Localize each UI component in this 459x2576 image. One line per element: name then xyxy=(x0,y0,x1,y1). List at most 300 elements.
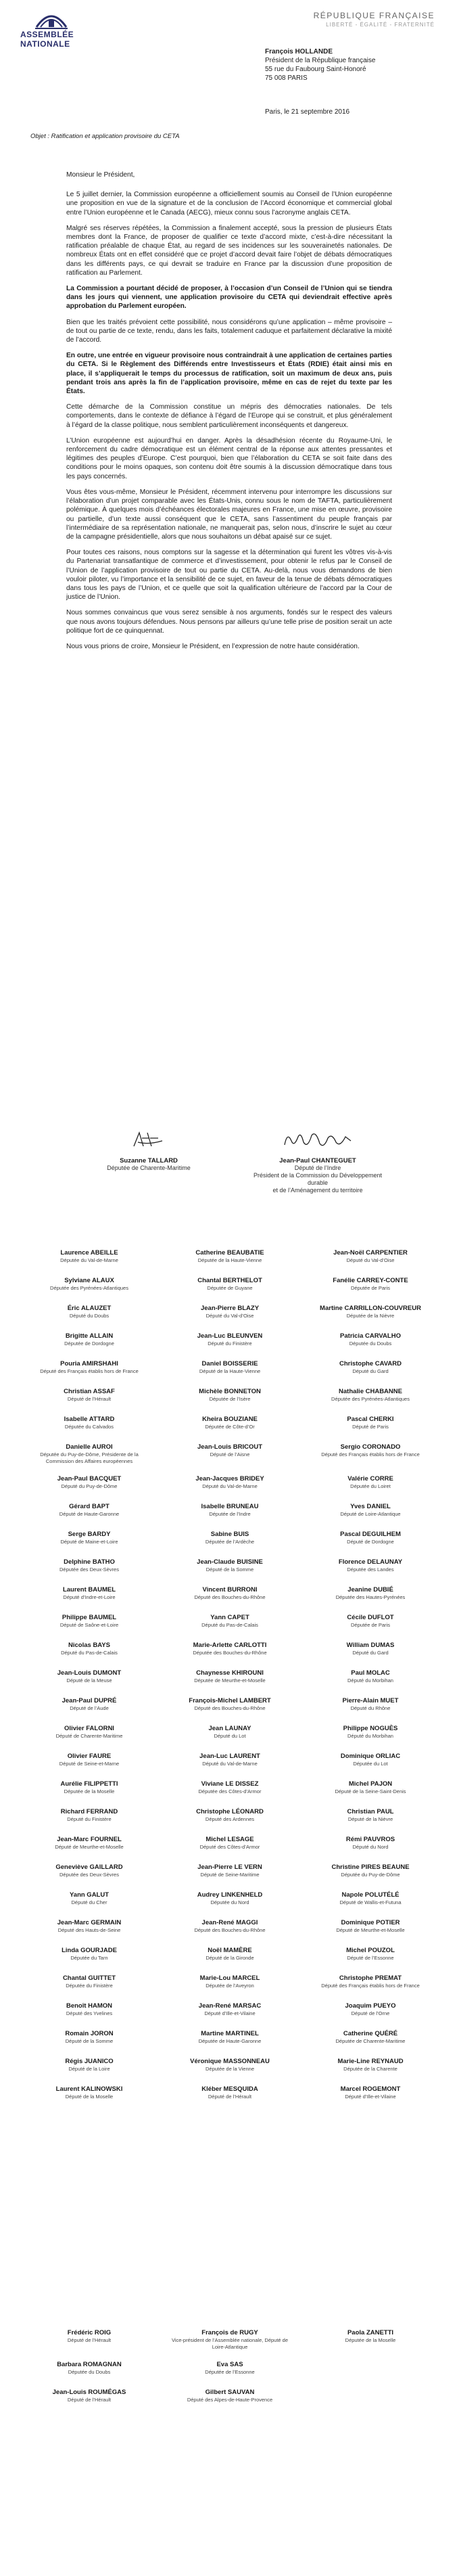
deputy-entry xyxy=(168,1725,292,1742)
deputy-constituency: Députée de Meurthe-et-Moselle xyxy=(194,1677,266,1684)
deputy-constituency: Député des Ardennes xyxy=(205,1816,255,1822)
signatory-right-name: Jean-Paul CHANTEGUET xyxy=(279,1157,356,1165)
deputy-name: Christophe CAVARD xyxy=(339,1360,402,1368)
recipient-line1: Président de la République française xyxy=(265,57,376,64)
deputy-entry xyxy=(168,1360,292,1378)
institution-name-line2: NATIONALE xyxy=(20,39,70,49)
deputy-entry xyxy=(308,1919,433,1937)
deputy-entry xyxy=(27,1919,151,1937)
paragraph-3: La Commission a pourtant décidé de proposer, à l’occasion d’un Conseil de l’Union qui se tiendra dans les jours qui viennent, une application provisoire du CETA qui deviendrait effective après approbation du Parlement européen. xyxy=(66,285,392,311)
deputy-name: Richard FERRAND xyxy=(60,1808,118,1815)
deputy-entry xyxy=(27,1836,151,1853)
deputy-name: Napole POLUTÉLÉ xyxy=(341,1891,400,1899)
deputy-constituency: Député de l’Aude xyxy=(70,1705,109,1711)
deputy-constituency: Député du Val-de-Marne xyxy=(202,1483,258,1489)
deputy-constituency: Députée de la Moselle xyxy=(345,2337,396,2343)
deputy-name: Philippe BAUMEL xyxy=(62,1614,117,1621)
deputy-entry xyxy=(168,1305,292,1322)
deputy-name: Yann GALUT xyxy=(69,1891,110,1899)
deputy-name: Martine CARRILLON-COUVREUR xyxy=(320,1305,421,1312)
paragraph-8: Vous êtes vous-même, Monsieur le Président, récemment intervenu pour interrompre les discussions sur l’élaboration d’un projet comparable avec les États-Unis, connu sous le nom de TAFTA, particulièrement polémique. À quelques mois d’échéances électorales majeures en France, une mise en œuvre, provisoire ou partielle, d’un texte aussi conséquent que le CETA, sans l’assentiment du peuple français par l’intermédiaire de sa représentation nationale, ne manquerait pas, selon nous, d’inscrire le sujet au cœur de la campagne présidentielle, alors que nous souhaitons un débat apaisé sur ce sujet. xyxy=(66,488,392,541)
deputy-entry xyxy=(308,2329,433,2351)
deputy-name: Michel LESAGE xyxy=(206,1836,254,1843)
deputy-name: Jean LAUNAY xyxy=(208,1725,251,1732)
deputy-constituency: Député de Haute-Garonne xyxy=(59,1511,120,1517)
deputy-entry xyxy=(27,1503,151,1520)
deputy-constituency: Député de la Somme xyxy=(65,2038,114,2044)
republic-title: RÉPUBLIQUE FRANÇAISE xyxy=(313,11,435,20)
deputy-name: Noël MAMÈRE xyxy=(208,1947,252,1954)
deputy-name: Michèle BONNETON xyxy=(199,1388,261,1395)
deputy-constituency: Député d’Indre-et-Loire xyxy=(63,1594,116,1600)
deputy-name: Christine PIRES BEAUNE xyxy=(331,1863,410,1871)
deputy-name: Brigitte ALLAIN xyxy=(65,1332,114,1340)
deputy-name: Nicolas BAYS xyxy=(68,1642,110,1649)
republic-header xyxy=(314,11,435,28)
deputy-entry xyxy=(308,1360,433,1378)
deputy-entry xyxy=(308,1531,433,1548)
deputy-name: Christophe PREMAT xyxy=(339,1974,402,1982)
deputy-entry xyxy=(27,1891,151,1909)
deputy-entry xyxy=(168,1388,292,1405)
deputy-name: Pierre-Alain MUET xyxy=(342,1697,399,1704)
deputy-entry xyxy=(27,1614,151,1631)
deputy-constituency: Député de l’Hérault xyxy=(67,2397,112,2403)
deputy-constituency: Député de l’Aisne xyxy=(210,1451,250,1458)
deputy-constituency: Député du Puy-de-Dôme xyxy=(61,1483,118,1489)
deputy-name: Éric ALAUZET xyxy=(67,1305,112,1312)
deputy-entry xyxy=(308,1503,433,1520)
deputy-name: Christophe LÉONARD xyxy=(196,1808,264,1815)
deputy-name: Chantal GUITTET xyxy=(62,1974,116,1982)
deputy-name: Sabine BUIS xyxy=(210,1531,249,1538)
deputies-list xyxy=(27,1249,433,2103)
deputy-constituency: Député de Charente-Maritime xyxy=(55,1733,123,1739)
deputy-constituency: Députée des Côtes-d’Armor xyxy=(198,1788,262,1794)
deputy-name: Joaquim PUEYO xyxy=(345,2002,396,2010)
deputy-constituency: Député du Finistère xyxy=(67,1816,112,1822)
letter-subject: Objet : Ratification et application provisoire du CETA xyxy=(30,133,180,140)
deputy-constituency: Députée des Hautes-Pyrénées xyxy=(335,1594,406,1600)
deputy-name: Daniel BOISSERIE xyxy=(201,1360,258,1368)
deputy-entry xyxy=(308,1443,433,1465)
paragraph-1: Le 5 juillet dernier, la Commission européenne a officiellement soumis au Conseil de l’Union européenne une proposition en vue de la signature et de la conclusion de l’Accord économique et commercial global entre l’Union européenne et le Canada (AECG), mieux connu sous l’acronyme anglais CETA. xyxy=(66,191,392,217)
deputy-constituency: Députée de la Moselle xyxy=(64,1788,115,1794)
deputy-entry xyxy=(168,1697,292,1715)
deputy-name: Jean-Louis BRICOUT xyxy=(197,1443,263,1451)
deputy-entry xyxy=(168,1416,292,1433)
paragraph-10: Nous sommes convaincus que vous serez sensible à nos arguments, fondés sur le respect des valeurs que nous avons toujours défendues. Nous pensons par ailleurs qu’une telle prise de position serait un acte politique fort de ce quinquennat. xyxy=(66,609,392,635)
deputy-entry xyxy=(27,2058,151,2075)
deputy-name: Kléber MESQUIDA xyxy=(201,2085,258,2093)
deputy-constituency: Député de l’Orne xyxy=(351,2010,390,2016)
deputy-name: Olivier FAURE xyxy=(67,1753,112,1760)
deputy-constituency: Député de la Haute-Vienne xyxy=(199,1368,261,1374)
deputy-entry xyxy=(308,1475,433,1493)
deputy-constituency: Député de la Meuse xyxy=(66,1677,112,1684)
deputy-name: Olivier FALORNI xyxy=(64,1725,114,1732)
deputy-name: Marie-Lou MARCEL xyxy=(199,1974,260,1982)
deputy-name: Jean-Luc LAURENT xyxy=(199,1753,260,1760)
deputy-entry xyxy=(308,2058,433,2075)
deputy-entry xyxy=(27,1808,151,1826)
deputy-constituency: Député du Val-d’Oise xyxy=(206,1313,254,1319)
deputy-name: Audrey LINKENHELD xyxy=(197,1891,263,1899)
deputy-constituency: Député des Français établis hors de France xyxy=(321,1451,420,1458)
deputy-entry xyxy=(308,1725,433,1742)
deputy-constituency: Député de l’Hérault xyxy=(208,2094,252,2100)
deputy-name: Frédéric ROIG xyxy=(67,2329,112,2336)
deputy-entry xyxy=(27,2361,151,2378)
deputy-constituency: Député de Saône-et-Loire xyxy=(59,1622,119,1628)
deputy-constituency: Député du Lot xyxy=(214,1733,246,1739)
deputy-constituency: Députée du Val-de-Marne xyxy=(60,1257,118,1263)
deputy-entry xyxy=(308,1891,433,1909)
deputy-constituency: Députée du Doubs xyxy=(68,2369,111,2375)
deputy-constituency: Député de la Seine-Saint-Denis xyxy=(335,1788,406,1794)
deputy-constituency: Député des Yvelines xyxy=(66,2010,113,2016)
deputies-list-continued xyxy=(27,2329,433,2406)
deputy-constituency: Député de la Loire xyxy=(68,2066,110,2072)
deputy-entry xyxy=(27,1558,151,1576)
deputy-entry xyxy=(168,2002,292,2020)
deputy-constituency: Député des Bouches-du-Rhône xyxy=(194,1705,266,1711)
deputy-name: Jean-Marc FOURNEL xyxy=(57,1836,122,1843)
deputy-constituency: Député de Meurthe-et-Moselle xyxy=(55,1844,124,1850)
deputy-name: Dominique POTIER xyxy=(341,1919,400,1926)
deputy-constituency: Députée de Guyane xyxy=(207,1285,253,1291)
deputy-constituency: Député des Hauts-de-Seine xyxy=(57,1927,121,1933)
deputy-name: Laurence ABEILLE xyxy=(60,1249,118,1257)
deputy-name: Patricia CARVALHO xyxy=(340,1332,401,1340)
deputy-entry xyxy=(168,1586,292,1604)
deputy-name: Serge BARDY xyxy=(68,1531,111,1538)
deputy-name: Jean-Claude BUISINE xyxy=(197,1558,263,1566)
deputy-entry xyxy=(168,1503,292,1520)
deputy-entry xyxy=(168,2329,292,2351)
deputy-entry xyxy=(27,1416,151,1433)
deputy-constituency: Député des Bouches-du-Rhône xyxy=(194,1594,266,1600)
deputy-constituency: Députée de Dordogne xyxy=(64,1340,114,1347)
deputy-constituency: Député de l’Essonne xyxy=(347,1955,394,1961)
deputy-name: Marcel ROGEMONT xyxy=(340,2085,401,2093)
deputy-name: Romain JORON xyxy=(65,2030,114,2037)
deputy-constituency: Député de Meurthe-et-Moselle xyxy=(336,1927,405,1933)
deputy-name: Marie-Arlette CARLOTTI xyxy=(193,1642,267,1649)
deputy-constituency: Député de Seine-Maritime xyxy=(200,1872,260,1878)
deputy-constituency: Députée des Deux-Sèvres xyxy=(59,1872,119,1878)
deputy-constituency: Député du Gard xyxy=(352,1368,389,1374)
deputy-entry xyxy=(168,1558,292,1576)
signatory-right-role1: Député de l’Indre xyxy=(294,1165,341,1171)
recipient-line3: 75 008 PARIS xyxy=(265,74,308,82)
deputy-entry xyxy=(308,1808,433,1826)
deputy-constituency: Député de Wallis-et-Futuna xyxy=(339,1899,402,1905)
deputy-constituency: Député du Gard xyxy=(352,1650,389,1656)
republic-motto: LIBERTÉ - ÉGALITÉ - FRATERNITÉ xyxy=(326,22,435,28)
deputy-constituency: Député du Finistère xyxy=(208,1340,252,1347)
deputy-entry xyxy=(308,1836,433,1853)
deputy-constituency: Député de Dordogne xyxy=(347,1539,394,1545)
deputy-constituency: Député du Rhône xyxy=(350,1705,391,1711)
deputy-constituency: Député du Val-de-Marne xyxy=(202,1761,258,1767)
deputy-constituency: Députée du Nord xyxy=(210,1899,249,1905)
deputy-entry xyxy=(27,2329,151,2351)
deputy-entry xyxy=(168,1947,292,1964)
deputy-entry xyxy=(27,1332,151,1350)
deputy-name: Laurent KALINOWSKI xyxy=(55,2085,123,2093)
deputy-constituency: Député du Doubs xyxy=(69,1313,110,1319)
deputy-constituency: Députée de l’Essonne xyxy=(205,2369,255,2375)
recipient-name: François HOLLANDE xyxy=(265,48,333,55)
deputy-constituency: Députée du Finistère xyxy=(66,1983,113,1989)
deputy-entry xyxy=(308,1277,433,1294)
deputy-entry xyxy=(168,1753,292,1770)
deputy-entry xyxy=(308,1697,433,1715)
deputy-name: Geneviève GAILLARD xyxy=(55,1863,123,1871)
deputy-constituency: Député du Pas-de-Calais xyxy=(61,1650,118,1656)
deputy-entry xyxy=(27,1586,151,1604)
deputy-entry xyxy=(168,1808,292,1826)
deputy-constituency: Député du Nord xyxy=(352,1844,389,1850)
deputy-entry xyxy=(308,1558,433,1576)
deputy-name: Jean-Louis ROUMÉGAS xyxy=(52,2389,126,2396)
deputy-entry xyxy=(168,1642,292,1659)
deputy-name: Jean-Marc GERMAIN xyxy=(57,1919,122,1926)
signatory-left-role: Députée de Charente-Maritime xyxy=(107,1165,191,1171)
deputy-name: Jean-Noël CARPENTIER xyxy=(333,1249,408,1257)
signature-left xyxy=(88,1129,210,1172)
paragraph-9: Pour toutes ces raisons, nous comptons sur la sagesse et la détermination qui furent les vôtres vis-à-vis du Partenariat transatlantique de commerce et d’investissement, pour obtenir le refus par le Conseil de l’Union de l’application provisoire de tout ou partie du CETA. Au-delà, nous vous demandons de bien vouloir piloter, vu l’importance et la sensibilité de ce sujet, en faveur de la tenue de débats démocratiques dans tous les pays de l’Union, et ce quelle que soit la qualification ultérieure de l’accord par la Cour de justice de l’Union. xyxy=(66,549,392,602)
deputy-name: Chantal BERTHELOT xyxy=(197,1277,262,1284)
deputy-entry xyxy=(308,1753,433,1770)
deputy-constituency: Députée du Puy-de-Dôme, Présidente de la Commission des Affaires européennes xyxy=(40,1451,139,1464)
deputy-entry xyxy=(27,1780,151,1798)
deputy-constituency: Députée de la Nièvre xyxy=(346,1313,395,1319)
deputy-name: Yves DANIEL xyxy=(350,1503,391,1510)
deputy-name: Viviane LE DISSEZ xyxy=(201,1780,259,1788)
deputy-entry xyxy=(308,1332,433,1350)
deputy-entry xyxy=(308,2030,433,2048)
deputy-entry xyxy=(27,1443,151,1465)
deputy-name: Catherine BEAUBATIE xyxy=(195,1249,264,1257)
deputy-entry xyxy=(308,1416,433,1433)
deputy-constituency: Députée des Bouches-du-Rhône xyxy=(193,1650,267,1656)
deputy-constituency: Députée de l’Isère xyxy=(209,1396,251,1402)
deputy-name: Linda GOURJADE xyxy=(62,1947,117,1954)
deputy-name: Isabelle ATTARD xyxy=(64,1416,115,1423)
deputy-name: Rémi PAUVROS xyxy=(345,1836,395,1843)
deputy-constituency: Député d’Ille-et-Vilaine xyxy=(204,2010,256,2016)
deputy-name: Jean-Louis DUMONT xyxy=(57,1669,122,1677)
deputy-entry xyxy=(308,2085,433,2103)
deputy-constituency: Député du Cher xyxy=(71,1899,107,1905)
deputy-name: Dominique ORLIAC xyxy=(340,1753,401,1760)
deputy-name: Nathalie CHABANNE xyxy=(339,1388,402,1395)
deputy-name: Isabelle BRUNEAU xyxy=(201,1503,259,1510)
deputy-name: Martine MARTINEL xyxy=(201,2030,259,2037)
deputy-name: Philippe NOGUÈS xyxy=(343,1725,398,1732)
deputy-constituency: Députée de Haute-Garonne xyxy=(198,2038,262,2044)
deputy-name: Benoît HAMON xyxy=(66,2002,113,2010)
deputy-name: Pouria AMIRSHAHI xyxy=(60,1360,118,1368)
deputy-entry xyxy=(27,1863,151,1881)
deputy-entry xyxy=(27,1725,151,1742)
deputy-entry xyxy=(308,2002,433,2020)
deputy-name: Marie-Line REYNAUD xyxy=(337,2058,404,2065)
paragraph-6: Cette démarche de la Commission constitue un mépris des démocraties nationales. De tels comportements, dans le contexte de défiance à l’égard de l’Europe qui se construit, et plus généralement à l’égard de la classe politique, nous semblent particulièrement inconséquents et dangereux. xyxy=(66,403,392,429)
deputy-entry xyxy=(308,1947,433,1964)
deputy-entry xyxy=(168,1277,292,1294)
deputy-constituency: Député de la Somme xyxy=(206,1566,254,1573)
deputy-name: William DUMAS xyxy=(346,1642,395,1649)
deputy-entry xyxy=(168,2361,292,2378)
deputy-constituency: Député de Loire-Atlantique xyxy=(340,1511,401,1517)
deputy-entry xyxy=(308,1586,433,1604)
deputy-entry xyxy=(168,1669,292,1687)
deputy-name: Florence DELAUNAY xyxy=(338,1558,403,1566)
deputy-entry xyxy=(27,2030,151,2048)
deputy-entry xyxy=(27,2002,151,2020)
letter-date: Paris, le 21 septembre 2016 xyxy=(265,108,350,116)
deputy-constituency: Députée des Deux-Sèvres xyxy=(59,1566,119,1573)
deputy-constituency: Députée de l’Aveyron xyxy=(206,1983,254,1989)
deputy-constituency: Vice-président de l’Assemblée nationale, Député de Loire-Atlantique xyxy=(171,2337,289,2350)
deputy-constituency: Député du Val-d’Oise xyxy=(346,1257,395,1263)
deputy-constituency: Député des Côtes-d’Armor xyxy=(199,1844,260,1850)
deputy-name: Fanélie CARREY-CONTE xyxy=(333,1277,408,1284)
deputy-constituency: Député du Morbihan xyxy=(347,1677,393,1684)
deputy-constituency: Députée du Calvados xyxy=(64,1424,114,1430)
deputy-entry xyxy=(168,1332,292,1350)
deputy-constituency: Députée de Charente-Maritime xyxy=(335,2038,406,2044)
signatory-left-name: Suzanne TALLARD xyxy=(120,1157,178,1165)
deputy-name: Jeanine DUBIÉ xyxy=(347,1586,393,1594)
deputy-name: Delphine BATHO xyxy=(64,1558,115,1566)
deputy-constituency: Député des Alpes-de-Haute-Provence xyxy=(187,2397,273,2403)
deputy-constituency: Députée du Loiret xyxy=(350,1483,391,1489)
deputy-name: Pascal CHERKI xyxy=(347,1416,394,1423)
deputy-entry xyxy=(27,1475,151,1493)
deputy-entry xyxy=(168,2085,292,2103)
deputy-name: François-Michel LAMBERT xyxy=(189,1697,271,1704)
deputy-entry xyxy=(308,1388,433,1405)
deputy-name: Kheira BOUZIANE xyxy=(202,1416,258,1423)
deputy-constituency: Député des Français établis hors de France xyxy=(40,1368,139,1374)
deputy-name: Cécile DUFLOT xyxy=(347,1614,394,1621)
deputy-name: Aurélie FILIPPETTI xyxy=(60,1780,118,1788)
deputy-entry xyxy=(308,1614,433,1631)
deputy-entry xyxy=(308,1669,433,1687)
signatory-right-role3: et de l’Aménagement du territoire xyxy=(272,1187,363,1194)
deputy-entry xyxy=(168,1614,292,1631)
deputy-entry xyxy=(27,1531,151,1548)
deputy-entry xyxy=(308,1249,433,1267)
deputy-constituency: Députée du Tarn xyxy=(70,1955,108,1961)
deputy-name: Michel PAJON xyxy=(348,1780,393,1788)
deputy-constituency: Députée du Lot xyxy=(353,1761,388,1767)
deputy-constituency: Députée des Pyrénées-Atlantiques xyxy=(331,1396,410,1402)
deputy-entry xyxy=(168,1249,292,1267)
deputy-constituency: Député des Bouches-du-Rhône xyxy=(194,1927,266,1933)
deputy-entry xyxy=(168,1919,292,1937)
paragraph-11: Nous vous prions de croire, Monsieur le Président, en l’expression de notre haute considération. xyxy=(66,642,360,650)
deputy-name: Danielle AUROI xyxy=(66,1443,113,1451)
deputy-constituency: Député de Maine-et-Loire xyxy=(60,1539,118,1545)
deputy-entry xyxy=(168,2030,292,2048)
deputy-entry xyxy=(168,2058,292,2075)
deputy-name: Jean-Pierre BLAZY xyxy=(200,1305,260,1312)
deputy-constituency: Députée de la Charente xyxy=(343,2066,397,2072)
deputy-name: Eva SAS xyxy=(216,2361,243,2368)
deputy-name: Laurent BAUMEL xyxy=(62,1586,116,1594)
deputy-name: Jean-Paul BACQUET xyxy=(57,1475,122,1483)
deputy-entry xyxy=(168,1974,292,1992)
institution-name-line1: ASSEMBLÉE xyxy=(20,30,74,39)
deputy-entry xyxy=(27,2085,151,2103)
deputy-entry xyxy=(27,1305,151,1322)
hemicycle-emblem-icon xyxy=(34,9,69,30)
recipient-address xyxy=(265,47,375,83)
deputy-name: Paola ZANETTI xyxy=(347,2329,394,2336)
letter-body xyxy=(66,171,392,658)
deputy-name: Valérie CORRE xyxy=(347,1475,393,1483)
signatory-right-role2: Président de la Commission du Développement durable xyxy=(253,1172,383,1186)
deputy-name: Gérard BAPT xyxy=(69,1503,110,1510)
deputy-constituency: Député de la Nièvre xyxy=(347,1816,393,1822)
deputy-entry xyxy=(168,1780,292,1798)
deputy-name: Jean-Luc BLEUNVEN xyxy=(197,1332,263,1340)
deputy-entry xyxy=(308,1863,433,1881)
deputy-name: Véronique MASSONNEAU xyxy=(190,2058,270,2065)
deputy-entry xyxy=(168,1863,292,1881)
salutation: Monsieur le Président, xyxy=(66,171,135,179)
deputy-name: Jean-Pierre LE VERN xyxy=(197,1863,262,1871)
signature-right xyxy=(250,1129,385,1194)
deputy-entry xyxy=(27,1974,151,1992)
deputy-entry xyxy=(168,1531,292,1548)
deputy-name: Catherine QUÉRÉ xyxy=(343,2030,398,2037)
deputy-entry xyxy=(168,1475,292,1493)
deputy-constituency: Députée des Pyrénées-Atlantiques xyxy=(50,1285,128,1291)
deputy-entry xyxy=(168,1836,292,1853)
deputy-constituency: Député du Pas-de-Calais xyxy=(201,1622,258,1628)
deputy-constituency: Députée du Doubs xyxy=(349,1340,392,1347)
recipient-line2: 55 rue du Faubourg Saint-Honoré xyxy=(265,66,366,73)
deputy-name: Chaynesse KHIROUNI xyxy=(196,1669,264,1677)
deputy-entry xyxy=(308,1780,433,1798)
deputy-entry xyxy=(27,1249,151,1267)
deputy-name: Jean-Paul DUPRÉ xyxy=(62,1697,117,1704)
deputy-entry xyxy=(168,1891,292,1909)
deputy-entry xyxy=(168,2389,292,2406)
deputy-constituency: Députée de la Vienne xyxy=(205,2066,254,2072)
paragraph-4: Bien que les traités prévoient cette possibilité, nous considérons qu’une application – même provisoire – de tout ou partie de ce texte, rendu, dans les faits, totalement caduque et parfaitement déclarative la mixité de l’accord. xyxy=(66,318,392,344)
deputy-name: Yann CAPET xyxy=(210,1614,249,1621)
deputy-entry xyxy=(308,2389,433,2406)
deputy-name: Jean-Jacques BRIDEY xyxy=(195,1475,264,1483)
deputy-constituency: Députée de Côte-d’Or xyxy=(205,1424,255,1430)
deputy-name: Jean-René MARSAC xyxy=(198,2002,262,2010)
deputy-name: François de RUGY xyxy=(201,2329,258,2336)
deputy-entry xyxy=(168,1443,292,1465)
deputy-entry xyxy=(27,1360,151,1378)
deputy-name: Sergio CORONADO xyxy=(340,1443,401,1451)
paragraph-7: L’Union européenne est aujourd’hui en danger. Après la désadhésion récente du Royaume-Uni, le renforcement du cadre démocratique est un élément central de la réponse aux attentes pressantes et légitimes des peuples d’Europe. C’est pourquoi, bien que l’élaboration du CETA se soit faite dans des conditions pour le moins opaques, son contenu doit être soumis à la discussion démocratique dans tous les pays concernés. xyxy=(66,436,392,480)
deputy-name: Sylviane ALAUX xyxy=(64,1277,114,1284)
deputy-entry xyxy=(27,1277,151,1294)
deputy-entry xyxy=(27,1388,151,1405)
